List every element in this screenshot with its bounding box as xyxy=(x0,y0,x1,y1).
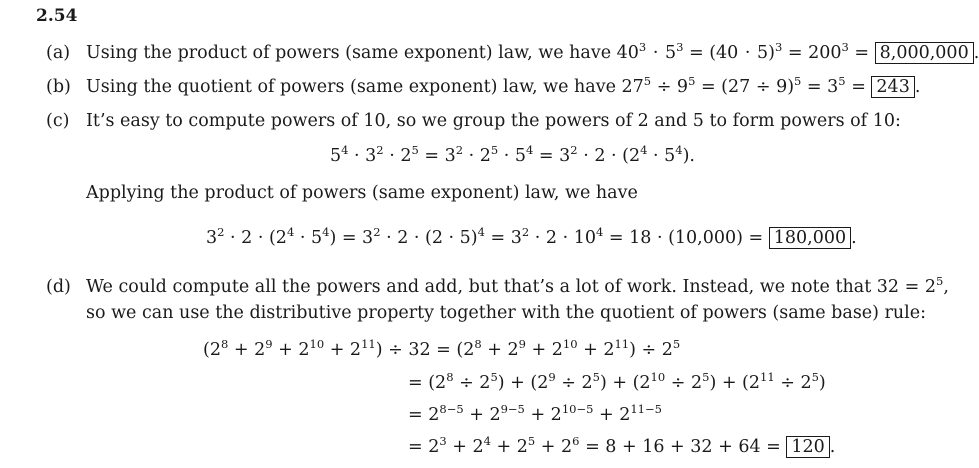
part-a-answer-box: 8,000,000 xyxy=(875,42,974,64)
part-d-eq-line2: = $(2^8 \div 2^5) + (2^9 \div 2^5) + (2^{10} \div 2^5) + (2^{11} \div 2^5)$ xyxy=(408,370,826,393)
part-c-answer-box: 180,000 xyxy=(769,227,851,249)
part-b-text: Using the quotient of powers (same exponent) law, we have $27^5 \div 9^5 = (27 \div 9)^5 = 3^5 = 243$ . xyxy=(86,74,921,97)
part-d-eq-line4: = $2^3 + 2^4 + 2^5 + 2^6 = 8 + 16 + 32 + 64 = 120$ . xyxy=(408,434,836,457)
part-b-label: (b) xyxy=(46,77,71,97)
part-d-eq-line1: $(2^8 + 2^9 + 2^{10} + 2^{11}) \div 32 = (2^8 + 2^9 + 2^{10} + 2^{11}) \div 2^5$ xyxy=(203,337,681,360)
problem-number: 2.54 xyxy=(36,6,78,26)
part-c-text1: It’s easy to compute powers of 10, so we group the powers of 2 and 5 to form powers of 10: xyxy=(86,111,901,131)
part-a-text: Using the product of powers (same exponent) law, we have $40^3 \cdot 5^3 = (40 \cdot 5)^3 = 200^3 = 8,000,000$ . xyxy=(86,40,979,63)
part-a-math: $40^3 \cdot 5^3 = (40 \cdot 5)^3 = 200^3$ = xyxy=(616,40,875,63)
part-c-text2: Applying the product of powers (same exponent) law, we have xyxy=(86,183,638,203)
part-d-eq-line3: = $2^{8-5} + 2^{9-5} + 2^{10-5} + 2^{11-5}$ xyxy=(408,402,662,425)
part-d-text1-exp: 5 xyxy=(935,274,944,288)
part-d-text1 xyxy=(86,274,949,297)
part-d-label: (d) xyxy=(46,277,71,297)
part-d-text1-end: , xyxy=(943,277,949,297)
part-c-equation1: $5^4 \cdot 3^2 \cdot 2^5 = 3^2 \cdot 2^5 \cdot 5^4 = 3^2 \cdot 2 \cdot (2^4 \cdot 5^4)$. xyxy=(330,143,695,166)
part-d-text2: so we can use the distributive property together with the quotient of powers (same base) rule: xyxy=(86,303,927,323)
part-c-label: (c) xyxy=(46,111,70,131)
part-b-intro: Using the quotient of powers (same exponent) law, we have xyxy=(86,77,622,97)
part-b-answer-box: 243 xyxy=(871,76,914,98)
part-c-equation2: $3^2 \cdot 2 \cdot (2^4 \cdot 5^4) = 3^2 \cdot 2 \cdot (2 \cdot 5)^4 = 3^2 \cdot 2 \cdot 10^4 = 18 \cdot (10,000) = 180,000$ . xyxy=(206,225,857,248)
part-d-answer-box: 120 xyxy=(786,436,829,458)
part-a-label: (a) xyxy=(46,43,71,63)
part-a-intro: Using the product of powers (same exponent) law, we have xyxy=(86,43,617,63)
part-b-math: $27^5 \div 9^5 = (27 \div 9)^5 = 3^5$ = xyxy=(621,74,872,97)
part-d-text1-main: We could compute all the powers and add, but that’s a lot of work. Instead, we note that 32 = 2 xyxy=(86,277,936,297)
